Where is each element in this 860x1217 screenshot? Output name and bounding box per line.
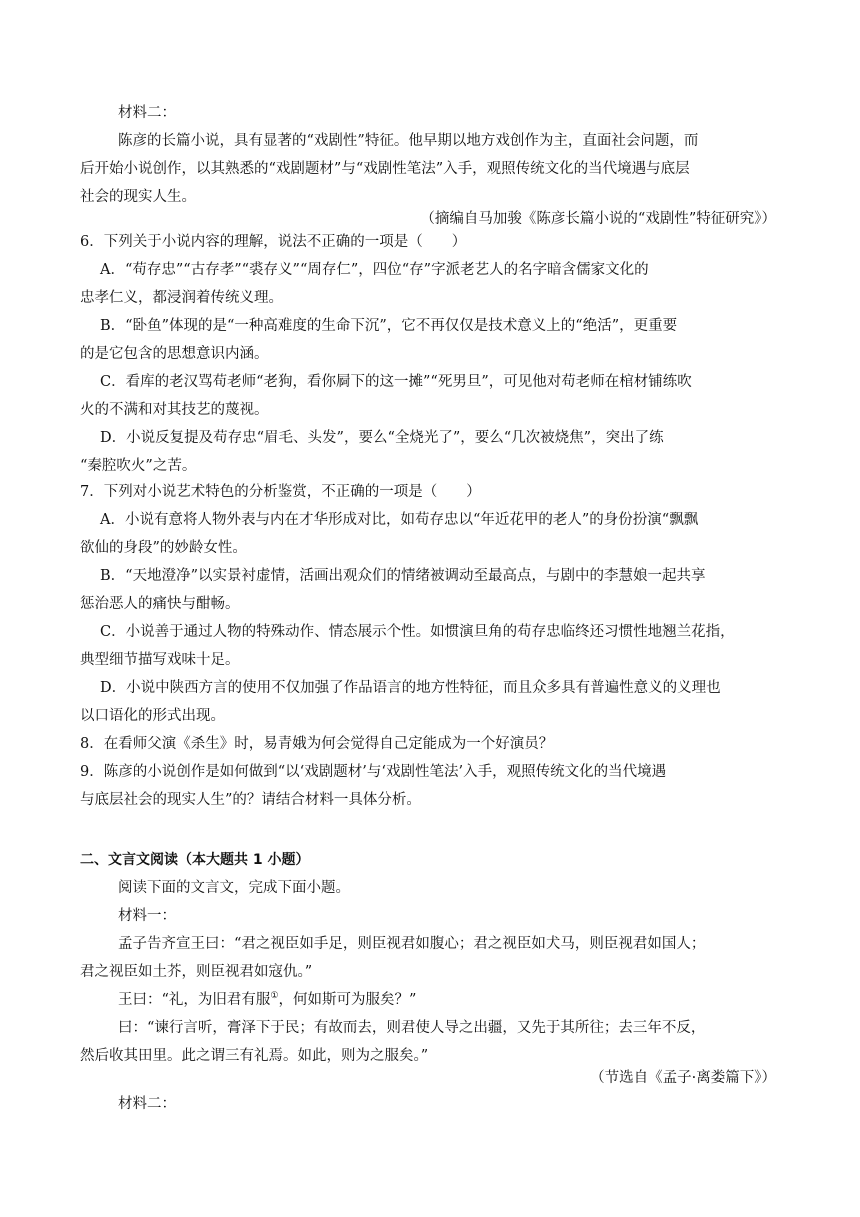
material2-paragraph-line: 社会的现实人生。 xyxy=(80,189,196,205)
material2-heading: 材料二： xyxy=(118,105,176,121)
question-7-option-c-cont: 典型细节描写戏味十足。 xyxy=(80,652,240,668)
question-9: 9．陈彦的小说创作是如何做到“以‘戏剧题材’与‘戏剧性笔法’入手，观照传统文化的当代境遇 xyxy=(80,764,667,780)
material2b-heading: 材料二： xyxy=(118,1096,176,1112)
material2-paragraph-line: 陈彦的长篇小说，具有显著的“戏剧性”特征。他早期以地方戏创作为主，直面社会问题，而 xyxy=(118,133,699,149)
material1-text: ，何如斯可为服矣？” xyxy=(278,992,417,1008)
question-7-option-d-cont: 以口语化的形式出现。 xyxy=(80,708,225,724)
material1-paragraph-line: 孟子告齐宣王曰：“君之视臣如手足，则臣视君如腹心；君之视臣如犬马，则臣视君如国人； xyxy=(118,936,706,952)
question-9-cont: 与底层社会的现实人生”的？请结合材料一具体分析。 xyxy=(80,792,421,808)
material1-heading: 材料一： xyxy=(118,908,176,924)
material2-paragraph-line: 后开始小说创作，以其熟悉的“戏剧题材”与“戏剧性笔法”入手，观照传统文化的当代境遇与底层 xyxy=(80,161,690,177)
question-6-option-c-cont: 火的不满和对其技艺的蔑视。 xyxy=(80,402,269,418)
material1-paragraph-line: 曰：“谏行言听，膏泽下于民；有故而去，则君使人导之出疆，又先于其所往；去三年不反， xyxy=(118,1020,706,1036)
material1-paragraph-line: 君之视臣如土芥，则臣视君如寇仇。” xyxy=(80,964,313,980)
question-8: 8．在看师父演《杀生》时，易青娥为何会觉得自己定能成为一个好演员？ xyxy=(80,736,554,752)
question-6-option-b: B．“卧鱼”体现的是“一种高难度的生命下沉”，它不再仅仅是技术意义上的“绝活”，更重要 xyxy=(100,318,678,334)
material2-source: （摘编自马加骏《陈彦长篇小说的“戏剧性”特征研究》） xyxy=(420,211,776,227)
question-6-option-d-cont: “秦腔吹火”之苦。 xyxy=(80,458,197,474)
material1-paragraph-line xyxy=(118,990,416,1010)
question-7-option-d: D．小说中陕西方言的使用不仅加强了作品语言的地方性特征，而且众多具有普遍性意义的义理也 xyxy=(100,680,721,696)
question-6-option-c: C．看库的老汉骂苟老师“老狗，看你屙下的这一摊”“死男旦”，可见他对苟老师在棺材铺练吹 xyxy=(100,374,692,390)
section-2-title: 二、文言文阅读（本大题共 1 小题） xyxy=(80,852,310,868)
section-2-intro: 阅读下面的文言文，完成下面小题。 xyxy=(118,880,350,896)
question-7-option-b-cont: 惩治恶人的痛快与酣畅。 xyxy=(80,596,240,612)
question-7-option-a-cont: 欲仙的身段”的妙龄女性。 xyxy=(80,540,247,556)
material1-text: 王曰：“礼，为旧君有服 xyxy=(118,992,271,1008)
question-7-option-a: A．小说有意将人物外表与内在才华形成对比，如苟存忠以“年近花甲的老人”的身份扮演“飘飘 xyxy=(100,512,699,528)
question-7-stem: 7．下列对小说艺术特色的分析鉴赏，不正确的一项是（ ） xyxy=(80,484,481,500)
material1-source: （节选自《孟子·离娄篇下》） xyxy=(590,1070,776,1086)
question-6-option-d: D．小说反复提及苟存忠“眉毛、头发”，要么“全烧光了”，要么“几次被烧焦”，突出了练 xyxy=(100,430,664,446)
question-6-option-b-cont: 的是它包含的思想意识内涵。 xyxy=(80,346,269,362)
question-6-stem: 6．下列关于小说内容的理解，说法不正确的一项是（ ） xyxy=(80,234,467,250)
material1-paragraph-line: 然后收其田里。此之谓三有礼焉。如此，则为之服矣。” xyxy=(80,1048,429,1064)
footnote-marker: ① xyxy=(270,991,279,1001)
question-6-option-a: A．“苟存忠”“古存孝”“裘存义”“周存仁”，四位“存”字派老艺人的名字暗含儒家文化的 xyxy=(100,262,649,278)
question-6-option-a-cont: 忠孝仁义，都浸润着传统义理。 xyxy=(80,290,283,306)
question-7-option-b: B．“天地澄净”以实景衬虚情，活画出观众们的情绪被调动至最高点，与剧中的李慧娘一起共享 xyxy=(100,568,706,584)
question-7-option-c: C．小说善于通过人物的特殊动作、情态展示个性。如惯演旦角的苟存忠临终还习惯性地翘兰花指， xyxy=(100,624,735,640)
